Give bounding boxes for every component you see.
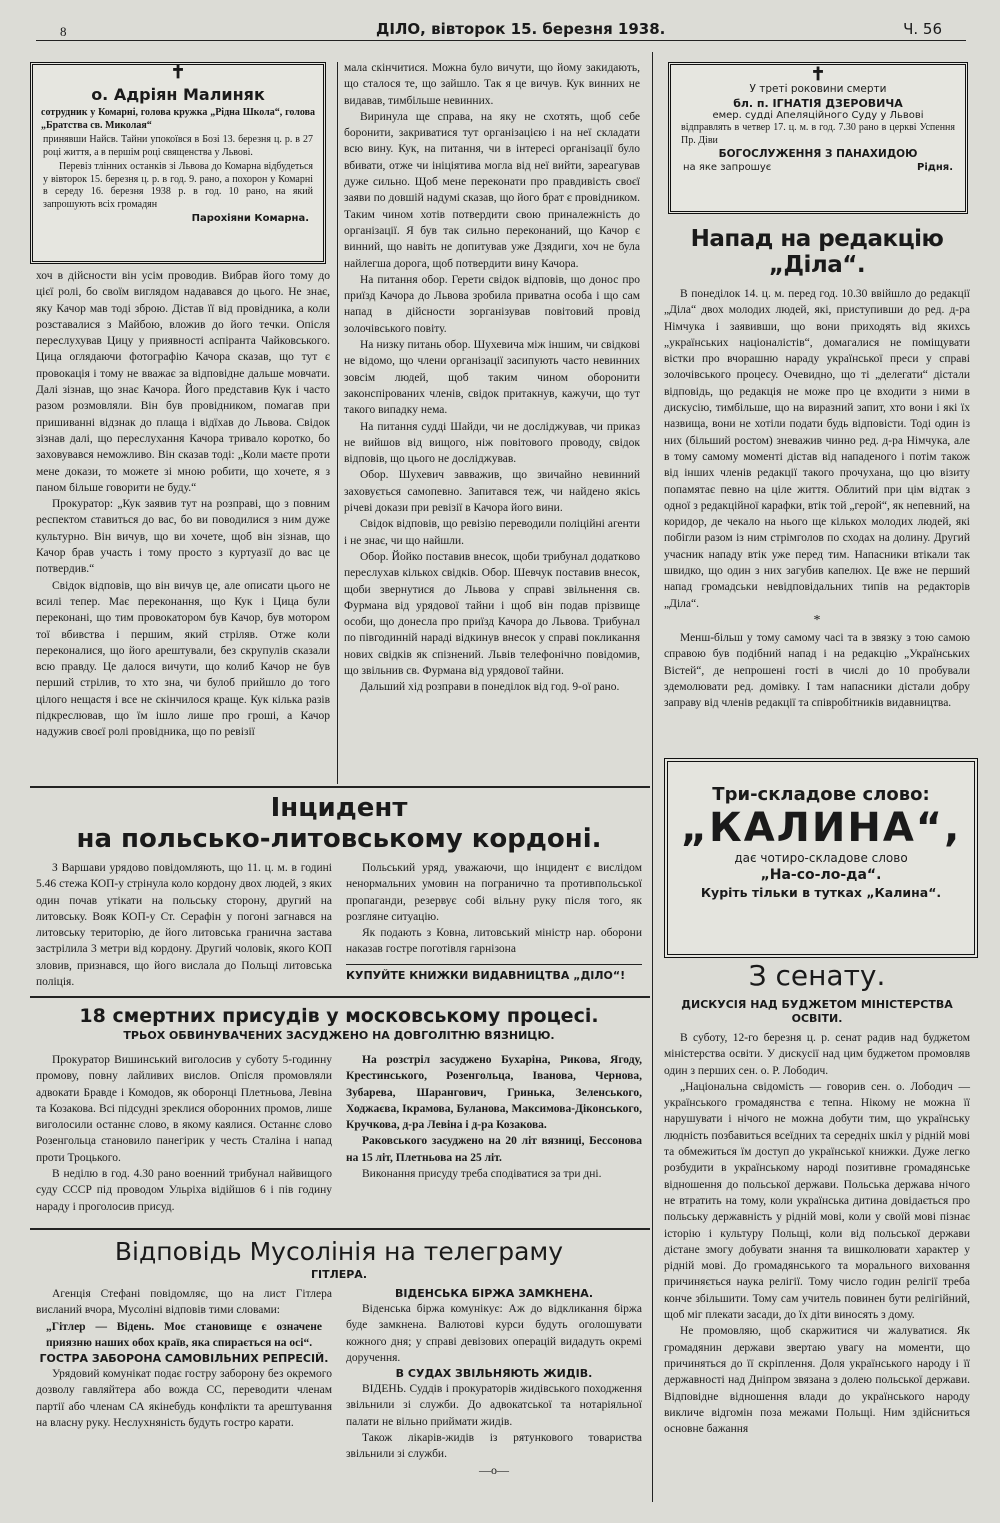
obituary2-text: відправлять в четвер 17. ц. м. в год. 7.30 рано в церкві Успення Пр. Діви (681, 122, 955, 146)
obituary2-sign: Рідня. (917, 162, 953, 173)
mussolini-left (36, 1286, 332, 1431)
end-mark: —о— (479, 1462, 509, 1477)
ad-line1: Три-складове слово: (712, 784, 930, 805)
mussolini-title: Відповідь Мусолінія на телеграму (114, 1237, 564, 1266)
moscow-right-text-3: Виконання присуду треба сподіватися за три дні. (362, 1168, 602, 1181)
incident-left-text: З Варшави урядово повідомляють, що 11. ц. м. в годині 5.46 стежа КОП-у стрінула коло кордону двох людей, з яких один почав утікати на польську сторону, другий на литовську. Вояк КОП-у Ст. Серафін у погоні загнався на литовську територію, де його литовська гранична застава застрілила 3 метри від кордону. Другий чоловік, якого КОП зловив, признався, що його вислала до Польщі литовська поліція. (36, 862, 332, 989)
column-rule-right (652, 52, 653, 1502)
incident-right-text-2: Як подають з Ковна, литовський міністр нар. оборони наказав гостре поготівля гарнізона (346, 927, 642, 956)
obituary-dzerovych (668, 62, 968, 214)
mussolini-left-text-2: Урядовий комунікат подає гостру заборону без окремого дозволу гавляйтера або вожда СС, переводити членам партії або членам СА якінебудь конфлікти та арештування на власну руку. Неслухняність будуть гостро карати. (36, 1368, 332, 1430)
moscow-right-text-2: Раковського засуджено на 20 літ вязниці, Бессонова на 15 літ, Плетньова на 25 літ. (346, 1135, 642, 1164)
separator-star: * (813, 612, 821, 628)
mussolini-title-2: ГІТЛЕРА. (310, 1268, 367, 1281)
ad-brand: „КАЛИНА“, (680, 805, 962, 851)
ad-line2: дає чотиро-складове слово (734, 851, 908, 865)
obituary2-desc: емер. судді Апеляційного Суду у Львові (712, 110, 924, 121)
moscow-right (346, 1052, 642, 1182)
article-mussolini (36, 1236, 642, 1282)
vienna-exchange-heading: ВІДЕНСЬКА БІРЖА ЗАМКНЕНА. (394, 1287, 594, 1300)
article-attack-title: Напад на редакцію „Діла“. (690, 226, 944, 278)
obituary2-line1: У треті роковини смерти (749, 83, 887, 95)
books-banner: КУПУЙТЕ КНИЖКИ ВИДАВНИЦТВА „ДІЛО“! (346, 964, 642, 982)
column-rule (337, 62, 338, 784)
moscow-left-text-2: В неділю в год. 4.30 рано военний трибунал найвищого суду СССР під проводом Ульріха відійшов 6 і пів годину нараду і проголосив присуд. (36, 1168, 332, 1213)
article-incident (36, 792, 642, 854)
incident-title-2: на польсько-литовському кордоні. (76, 824, 602, 854)
col2-para-1: мала скінчитися. Можна було вичути, що йому закидають, що сталося те, що зайшло. Так я це вичув. Кук винних не видавав, тимбільше невинних. (344, 62, 640, 107)
col2-para-6: Обор. Шухевич завважив, що звичайно невинний заховується самопевно. Запитався теж, чи найдено якісь річеві докази при ревізії в Качора його вини. (344, 469, 640, 515)
article-senate (664, 958, 970, 1437)
obituary-desc: сотрудник у Комарні, голова кружка „Рідна Школа“, голова „Братства св. Миколая“ (41, 107, 315, 131)
section-divider (30, 1228, 650, 1230)
obituary-name: о. Адріян Малиняк (91, 85, 265, 104)
col2-para-4: На низку питань обор. Шухевича між іншим, чи свідкові не відомо, що члени організації засипують часто невинних зовсім людей, щоб таким чином оборонити законспірованих членів, свідок притакнув, кажучи, що тут такого випадку нема. (344, 339, 640, 417)
col1-para-2: Прокуратор: „Кук заявив тут на розправі, що з повним респектом ставиться до вас, бо ви поводилися з ним дуже культурно. Він вичув, що ви хочете, щоб він зізнав, що Качор брав участь і тому просто з куртуазії до вас це потвердив.“ (36, 498, 330, 576)
page-header (36, 18, 966, 41)
col2-para-5: На питання судді Шайди, чи не досліджував, чи приказ не вийшов від вищого, ніж повітового проводу, свідок відповів, що цього не досліджував. (344, 420, 640, 466)
ad-word: „На-со-ло-да“. (760, 867, 882, 883)
column-2 (344, 60, 640, 696)
section-divider (30, 786, 650, 788)
obituary2-invite: на яке запрошує (683, 162, 772, 173)
article-attack-para-1: В понеділок 14. ц. м. перед год. 10.30 ввійшло до редакції „Діла“ двох молодих людей, які, приступивши до ред. д-ра Німчука і заявивши, що вони приходять від якихсь „українських націоналістів“, домагалися не поміщувати вістки про вчорашню нараду української преси у справі золочівського процесу. Очевидно, що ті „делегати“ дістали відповідь, що редакція не може про це входити з ними в дискусію, тимбільше, що на виразний запит, хто вони і які їх назвища, вони не хотіли подати будь відповісти. Тоді один із них (більший ростом) зневажив чинно ред. д-ра Німчука, але в тому самому моменті дістав від нападеного і потім також від інших членів редакції такого прочухана, що цю візиту попамятає певно на ціле життя. Облитий при цім відтак з одної з редакційної карафки, втік той „герой“, як непевний, на коридор, де чекало на нього ще кількох молодих людей, які побігли разом із ним стрімголов по сходах на долину. Другий учасник нападу втік уже перед тим. Напасники втікали так швидко, що один з них загубив капелюх. Це вже не перший напад громадськи невідповідальних типів на редакторів „Діла“. (664, 288, 970, 610)
vienna-courts-text-2: Також лікарів-жидів із рятункового товариства звільнили зі служби. (346, 1432, 642, 1461)
vienna-courts-text: ВІДЕНЬ. Суддів і прокураторів жидівського походження звільнили зі служби. До адвокатської та нотаріяльної палати не вільно приймати жидів. (346, 1383, 642, 1428)
article-attack (664, 226, 970, 711)
incident-title-1: Інцидент (270, 793, 408, 823)
col2-para-9: Дальший хід розправи в понеділок від год. 9-ої рано. (360, 681, 620, 694)
moscow-right-text: На розстріл засуджено Бухаріна, Рикова, Ягоду, Крестинського, Розенгольца, Іванова, Чернова, Зубарева, Шарангович, Гринька, Зеленського, Ходжаєва, Ікрамова, Буланова, Максимова-Діконського, Кручкова, д-ра Левіна і д-ра Козакова. (346, 1054, 642, 1132)
issue-number: Ч. 56 (903, 20, 942, 38)
article-attack-para-2: Менш-більш у тому самому часі та в звязку з тою самою справою був подібний напад і на редакцію „Українських Вістей“, де непрошені гості в числі до 10 пробували здемолювати ред. домівку. І там напасники дістали добру заправу від членів редакції та співробітників видавництва. (664, 631, 970, 710)
section-divider (30, 996, 650, 998)
senate-para-3: Не промовляю, щоб скаржитися чи жалуватися. Як громадянин держави звертаю увагу на моменти, що причиняться до її скріплення. Доля українського народу і її державності над Дніпром звязана з долею польської держави. Відповідне відношення влади до українського народу викличе відгомін поза межами Польщі. Ним здійсниться основне бажання (664, 1325, 970, 1436)
column-1 (36, 268, 330, 741)
incident-right (346, 860, 642, 982)
moscow-title: 18 смертних присудів у московському процесі. (79, 1005, 599, 1027)
obituary-sign: Парохіяни Комарна. (191, 213, 309, 224)
col2-para-7: Свідок відповів, що ревізію переводили поліційні агенти і не знає, чи що найшли. (344, 518, 640, 547)
mussolini-right (346, 1286, 642, 1478)
advertisement-kalyna (664, 758, 978, 958)
obituary-malyniak (30, 62, 326, 264)
col1-para-1: хоч в дійсности він усім проводив. Вибрав його тому до цієї ролі, бо своїм виглядом надавався до цього. Не знає, яку Качор мав тоді зброю. Дістав її від провідника, а коли розставалися з Майбою, вложив до його течки. Опісля переслухував Цицу у приявності аспіранта Чайковського. Цица оглядаючи фотографію Качора сказав, що тут є провокація і тому не вважає за відповідне дальше мовчати. Далі зізнав, що знає Качора. Його представив Кук і часто разом розмовляли. Він був провідником, помагав при пришиванні відзнак до плаща і відїхав до Львова. Свідок зізнав далі, що переслухання Качора тривало коротко, бо заховувався неможливо. Він сказав тоді: „Коли маєте проти мене докази, то можете зі мною робити, що хочете, я з паном більше говорити не буду.“ (36, 270, 330, 494)
mussolini-left-text: Агенція Стефані повідомляє, що на лист Гітлера висланий вчора, Мусоліні відповів тими словами: (36, 1288, 332, 1317)
article-moscow (36, 1004, 642, 1043)
masthead: ДІЛО, вівторок 15. березня 1938. (376, 20, 666, 38)
col1-para-3: Свідок відповів, що він вичув це, але описати цього не всилі тепер. Має переконання, що Кук і Цица були переконані, що тим провокатором був Качор, був мотором тої вбивства і першим, який стріляв. Отже коли переконалися, що його арештували, без скрупулів сказали всю правду. Це далося вичути, що колиб Качор не був перший стрілив, то хто зна, чи булоб прийшло до того цілого нещастя і все не скінчилося краще. Кук кілька разів підкреслював, що їм ішло лише про гроші, а Качор надужив своєї ролі провідника, що по ревізії (36, 579, 330, 739)
obituary2-name: бл. п. ІГНАТІЯ ДЗЕРОВИЧА (733, 97, 903, 110)
page-number: 8 (60, 24, 67, 39)
senate-title: З сенату. (748, 959, 886, 992)
vienna-exchange-text: Віденська біржа комунікує: Аж до відкликання біржа буде замкнена. Валютові курси будуть оголошувати кожного дня; у справі девізових операцій видадуть окремі доручення. (346, 1303, 642, 1364)
vienna-courts-heading: В СУДАХ ЗВІЛЬНЯЮТЬ ЖИДІВ. (395, 1367, 593, 1381)
senate-subtitle: ДИСКУСІЯ НАД БУДЖЕТОМ МІНІСТЕРСТВА ОСВІТИ. (681, 998, 953, 1025)
senate-para-1: В суботу, 12-го березня ц. р. сенат радив над буджетом міністерства освіти. У дискусії над цим буджетом промовляв один з перших сен. о. Р. Лободич. (664, 1032, 970, 1077)
col2-para-3: На питання обор. Герети свідок відповів, що донос про приїзд Качора до Львова зробила приватна особа і що сам напад в дійсности зорганізував повітовий провід золочівського повіту. (344, 273, 640, 335)
obituary-text: принявши Найсв. Тайни упокоївся в Бозі 13. березня ц. р. в 27 році життя, а в першім році священства у Львові. (43, 134, 313, 158)
incident-left (36, 860, 332, 990)
col2-para-8: Обор. Йойко поставив внесок, щоби трибунал додатково переслухав кількох свідків. Обор. Шевчук поставив внесок, щоби звернутися до Львова у справі звільнення св. Фурмана від урядової тайни і щоб він подав прізвище особи, що донесла про приїзд Качора до Львова. Трибунал по півгодинній нараді відкинув внесок у справі покликання нових свідків як спізнений. Львів телефонічно повідомив, що звільнив св. Фурмана від урядової тайни. (344, 550, 640, 677)
cross-icon: ✝ (170, 62, 186, 82)
mussolini-quote: „Гітлер — Відень. Моє становище є означене приязню наших обох країв, яка спирається на осі“. (46, 1320, 322, 1349)
moscow-left-text: Прокуратор Вишинський виголосив у суботу 5-годинну промову, повну лайливих вислов. Опісля промовляли адвокати Бравде і Комодов, як оборонці Плетньова, Левіна та Козакова. Всі підсудні зреклися оборонних промов, лише виголосили останнє слово, в якому каялися. Останнє слово Розенгольца становило панегірик у честь Сталіна і напад проти Троцького. (36, 1054, 332, 1164)
mussolini-heading-2: ГОСТРА ЗАБОРОНА САМОВІЛЬНИХ РЕПРЕСІЙ. (39, 1352, 329, 1366)
incident-right-text: Польський уряд, уважаючи, що інцидент є вислідом ненормальних умовин на погранично та противпольської пропаганди, резервує собі вільну руку після того, як розгляне ситуацію. (346, 862, 642, 923)
cross-icon: ✝ (810, 64, 826, 84)
obituary-funeral-text: Перевіз тлінних останків зі Львова до Комарна відбудеться у вівторок 15. березня ц. р. в год. 9. рано, а похорон у Комарні в середу 16. березня 1938 р. в год. 10 рано, на який запрошують всіх громадян (43, 161, 313, 210)
col2-para-2: Виринула ще справа, на яку не схотять, щоб себе боронити, закриватися тут організацією і на неї складати всю вину. Кук, на питання, чи в інтересі організації було вбивати, отже чи ініціятива могла від неї вийти, зареагував дуже сильно. Щоб мене переконати про правдивість своєї заяви по довшій надумі сказав, що його брат є провідником. Таким чином хотів потвердити свою приналежність до організації. Я був так сильно переконаний, що Качор є винний, що навіть не допитував уже Дзядиги, хоч не була найлегша дорога, щоб потвердити вину Качора. (344, 110, 640, 270)
senate-para-2: „Національна свідомість — говорив сен. о. Лободич — українського громадянства є тепна. Нікому не можна її нарушувати і нічого не можна добути тим, що українську людність позбавиться всеїдних та середніх шкіл у рідній мові та обмежиться їм доступ до української книжки. Дуже легко розбудити в українському народі позитивне громадянське відношення до польської держави. Польська держава нічого не втратить на тому, коли українська дитина довідається про польську державність у рідній мові, коли у своїй мові пізнає історію і культуру Польщі, коли від польської держави дістане змогу добувати знання та вишколювати характер у рідній мові. До громадянського та морального виховання причиняється наука релігії. Тому число годин релігії треба конче збільшити. Тому сам учитель повинен бути релігійний, щоб міг плекати засади, до їх діти виносять з дому. (664, 1080, 970, 1322)
moscow-left (36, 1052, 332, 1215)
moscow-subtitle: ТРЬОХ ОБВИНУВАЧЕНИХ ЗАСУДЖЕНО НА ДОВГОЛІТНЮ ВЯЗНИЦЮ. (123, 1029, 555, 1042)
ad-line3: Куріть тільки в тутках „Калина“. (700, 885, 942, 900)
obituary2-service: БОГОСЛУЖЕННЯ З ПАНАХИДОЮ (718, 148, 918, 160)
